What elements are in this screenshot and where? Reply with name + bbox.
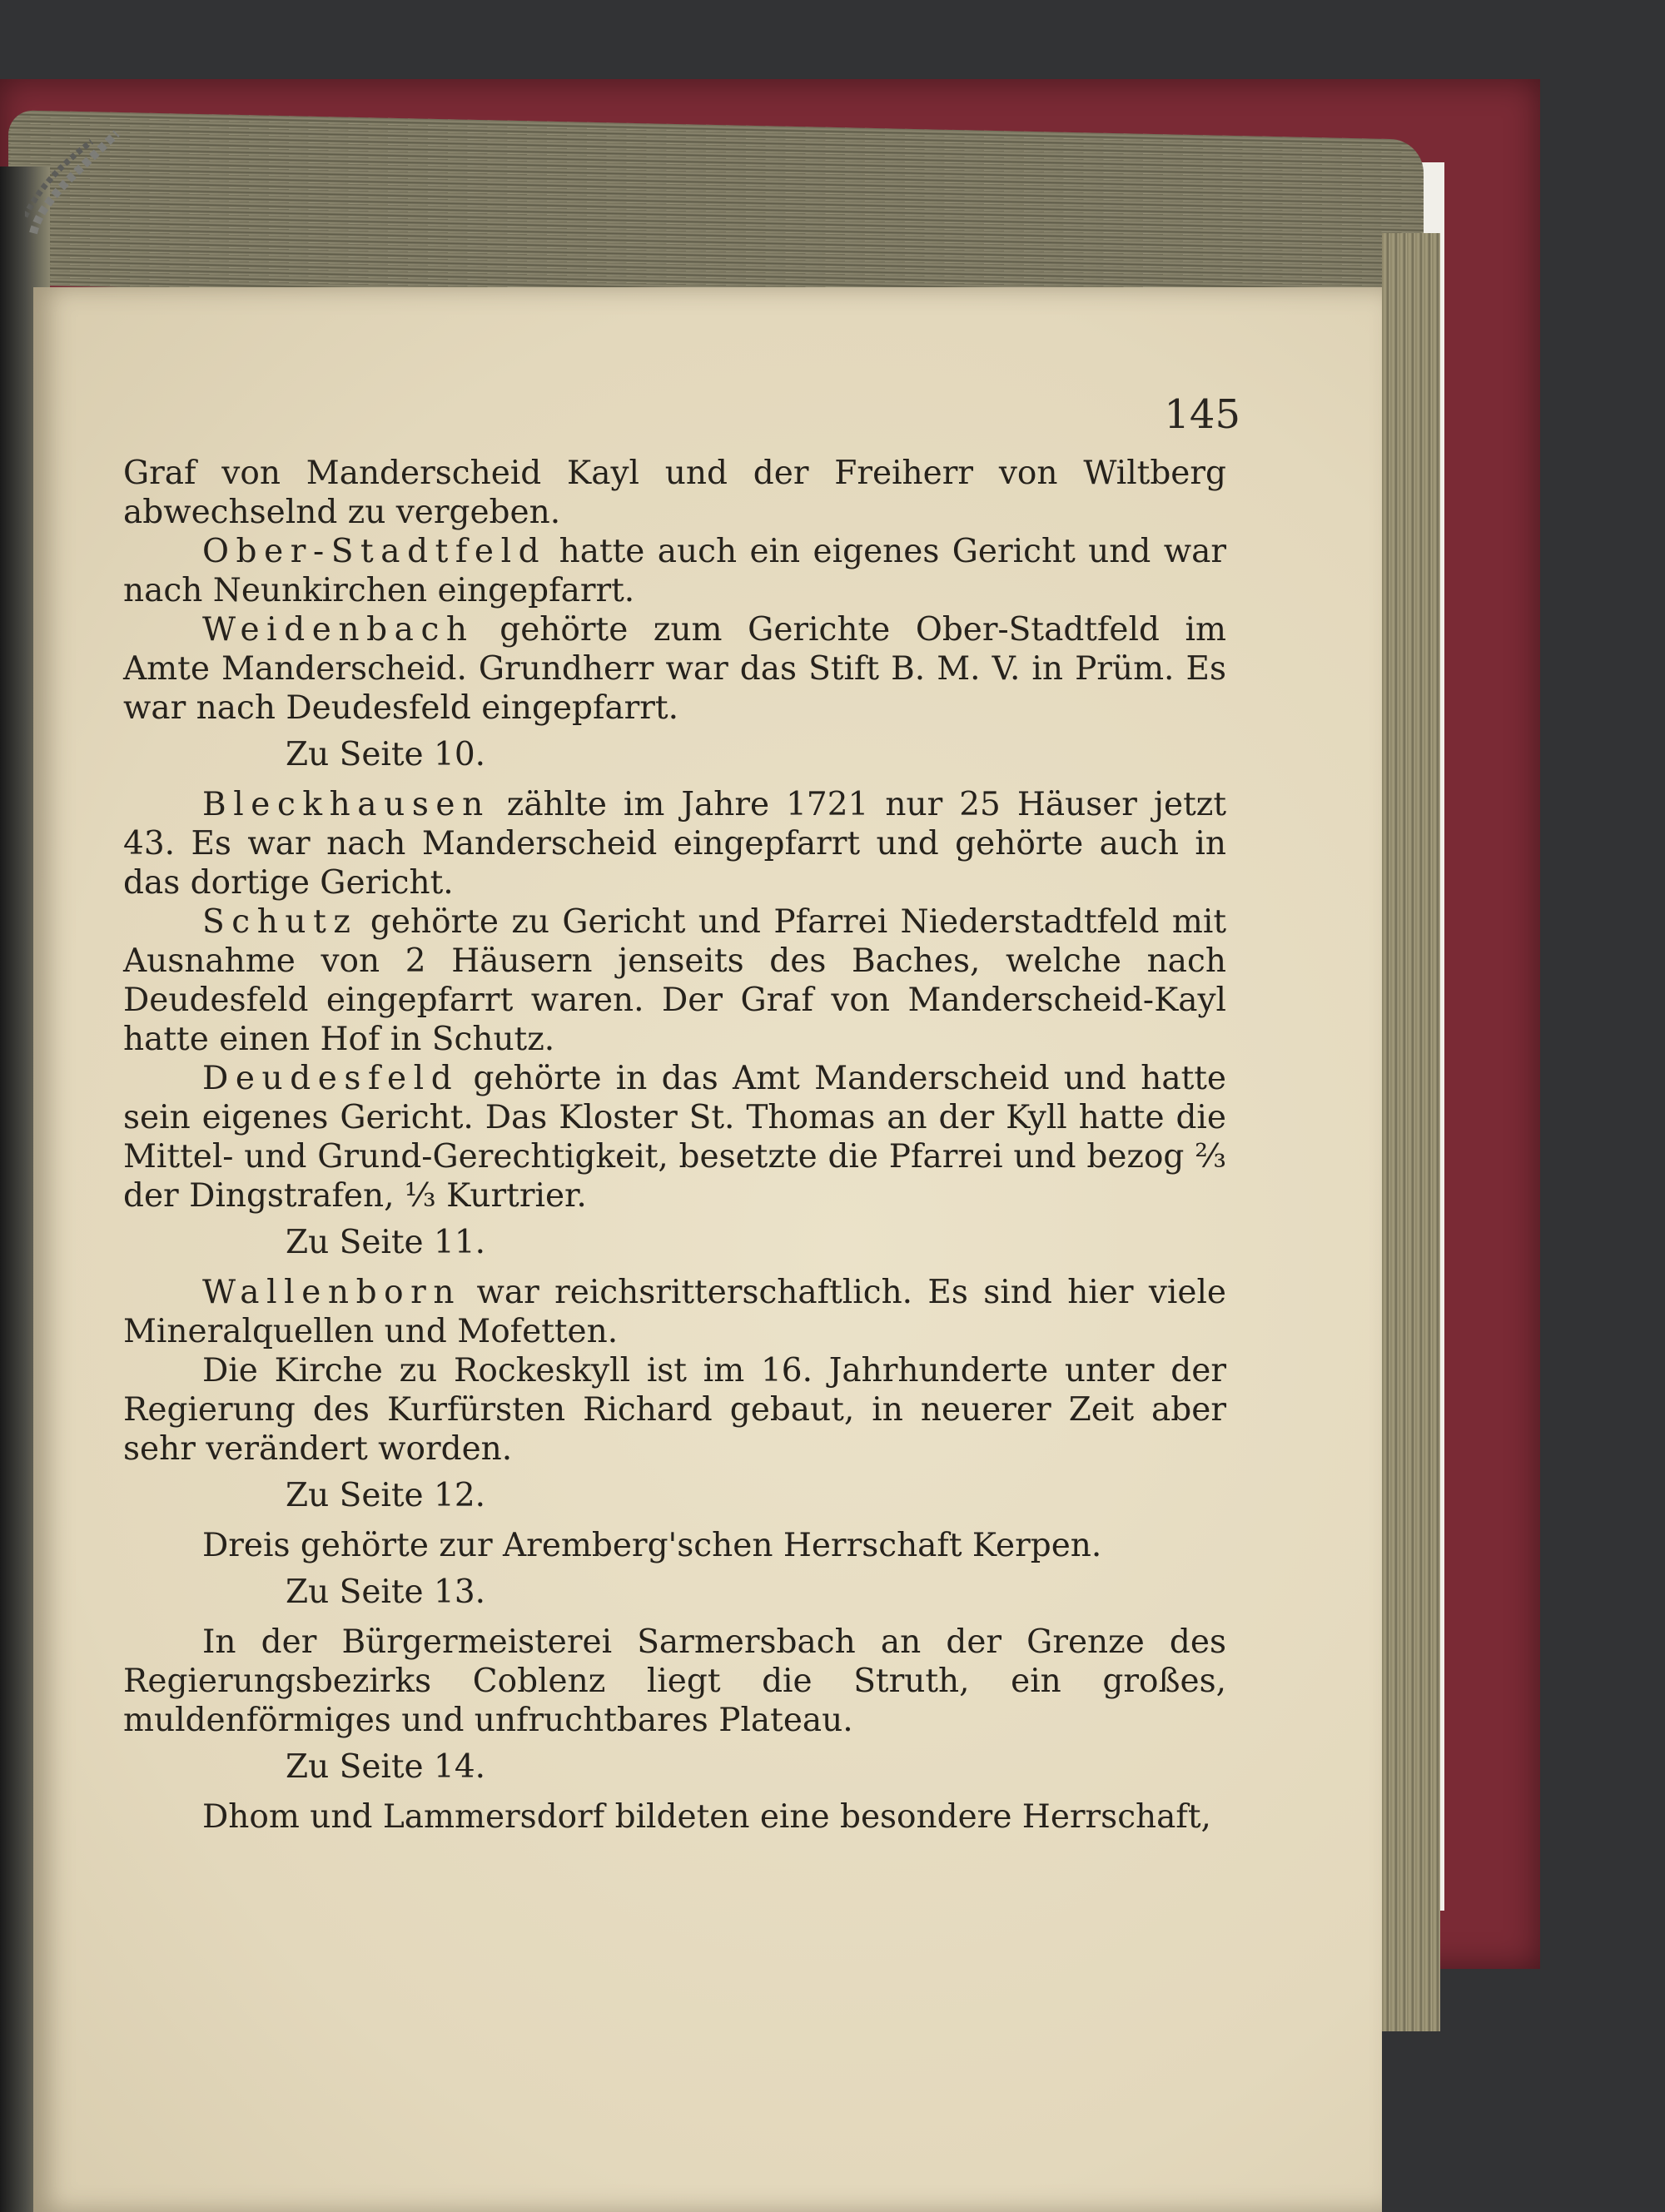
paragraph-text: war reichsritterschaftlich. Es sind hier viele Mineralquellen und Mofetten.: [123, 1274, 1226, 1350]
section-heading: Zu Seite 10.: [286, 736, 486, 773]
section-heading: Zu Seite 14.: [286, 1748, 486, 1786]
paragraph-text: Dreis gehörte zur Aremberg'schen Herrschaft Kerpen.: [202, 1527, 1102, 1564]
paragraph: [123, 610, 1226, 728]
paragraph: [123, 454, 1226, 532]
place-name: Bleckhausen: [202, 786, 490, 823]
paragraph: [123, 1273, 1226, 1351]
paragraph-text: hatte auch ein eigenes Gericht und war nach Neunkirchen eingepfarrt.: [123, 533, 1226, 609]
page-text: [123, 454, 1226, 1837]
place-name: Wallenborn: [202, 1274, 462, 1311]
paragraph-text: zählte im Jahre 1721 nur 25 Häuser jetzt 43. Es war nach Manderscheid eingepfarrt und gehörte auch in das dortige Gericht.: [123, 786, 1226, 902]
section-heading: Zu Seite 13.: [286, 1573, 486, 1611]
paragraph-text: gehörte zum Gerichte Ober-Stadtfeld im Amte Manderscheid. Grundherr war das Stift B. M. V. in Prüm. Es war nach Deudesfeld eingepfarrt.: [123, 611, 1226, 727]
section-heading: Zu Seite 11.: [286, 1224, 486, 1261]
paragraph-text: Graf von Manderscheid Kayl und der Freiherr von Wiltberg abwechselnd zu vergeben.: [123, 455, 1226, 531]
paragraph-text: gehörte in das Amt Manderscheid und hatte sein eigenes Gericht. Das Kloster St. Thomas an der Kyll hatte die Mittel- und Grund-Gerechtigkeit, besetzte die Pfarrei und bezog ⅔ der Dingstrafen, ⅓ Kurtrier.: [123, 1060, 1226, 1215]
section-heading: Zu Seite 12.: [286, 1477, 486, 1514]
paragraph-text: gehörte zu Gericht und Pfarrei Niederstadtfeld mit Ausnahme von 2 Häusern jenseits des Baches, welche nach Deudesfeld eingepfarrt waren. Der Graf von Manderscheid-Kayl hatte einen Hof in Schutz.: [123, 903, 1226, 1058]
paragraph: [123, 1059, 1226, 1215]
paragraph: [123, 785, 1226, 902]
paragraph-text: Dhom und Lammersdorf bildeten eine besondere Herrschaft,: [202, 1798, 1211, 1836]
paragraph: [123, 1797, 1226, 1837]
paragraph: [123, 1526, 1226, 1565]
paragraph: [123, 1351, 1226, 1469]
paragraph: [123, 532, 1226, 610]
paragraph-text: In der Bürgermeisterei Sarmersbach an der Grenze des Regierungsbezirks Coblenz liegt die Struth, ein großes, muldenförmiges und unfruchtbares Plateau.: [123, 1623, 1226, 1739]
paragraph: [123, 1623, 1226, 1740]
place-name: Deudesfeld: [202, 1060, 460, 1097]
page-edges-side: [1382, 233, 1440, 2031]
page-number: 145: [1164, 391, 1240, 438]
place-name: Ober-Stadtfeld: [202, 533, 547, 570]
paragraph-text: Die Kirche zu Rockeskyll ist im 16. Jahrhunderte unter der Regierung des Kurfürsten Richard gebaut, in neuerer Zeit aber sehr verändert worden.: [123, 1352, 1226, 1468]
paragraph: [123, 902, 1226, 1059]
place-name: Schutz: [202, 903, 358, 941]
page-edges-top: [8, 110, 1424, 315]
place-name: Weidenbach: [202, 611, 475, 649]
spine-thread-icon: [25, 117, 125, 241]
